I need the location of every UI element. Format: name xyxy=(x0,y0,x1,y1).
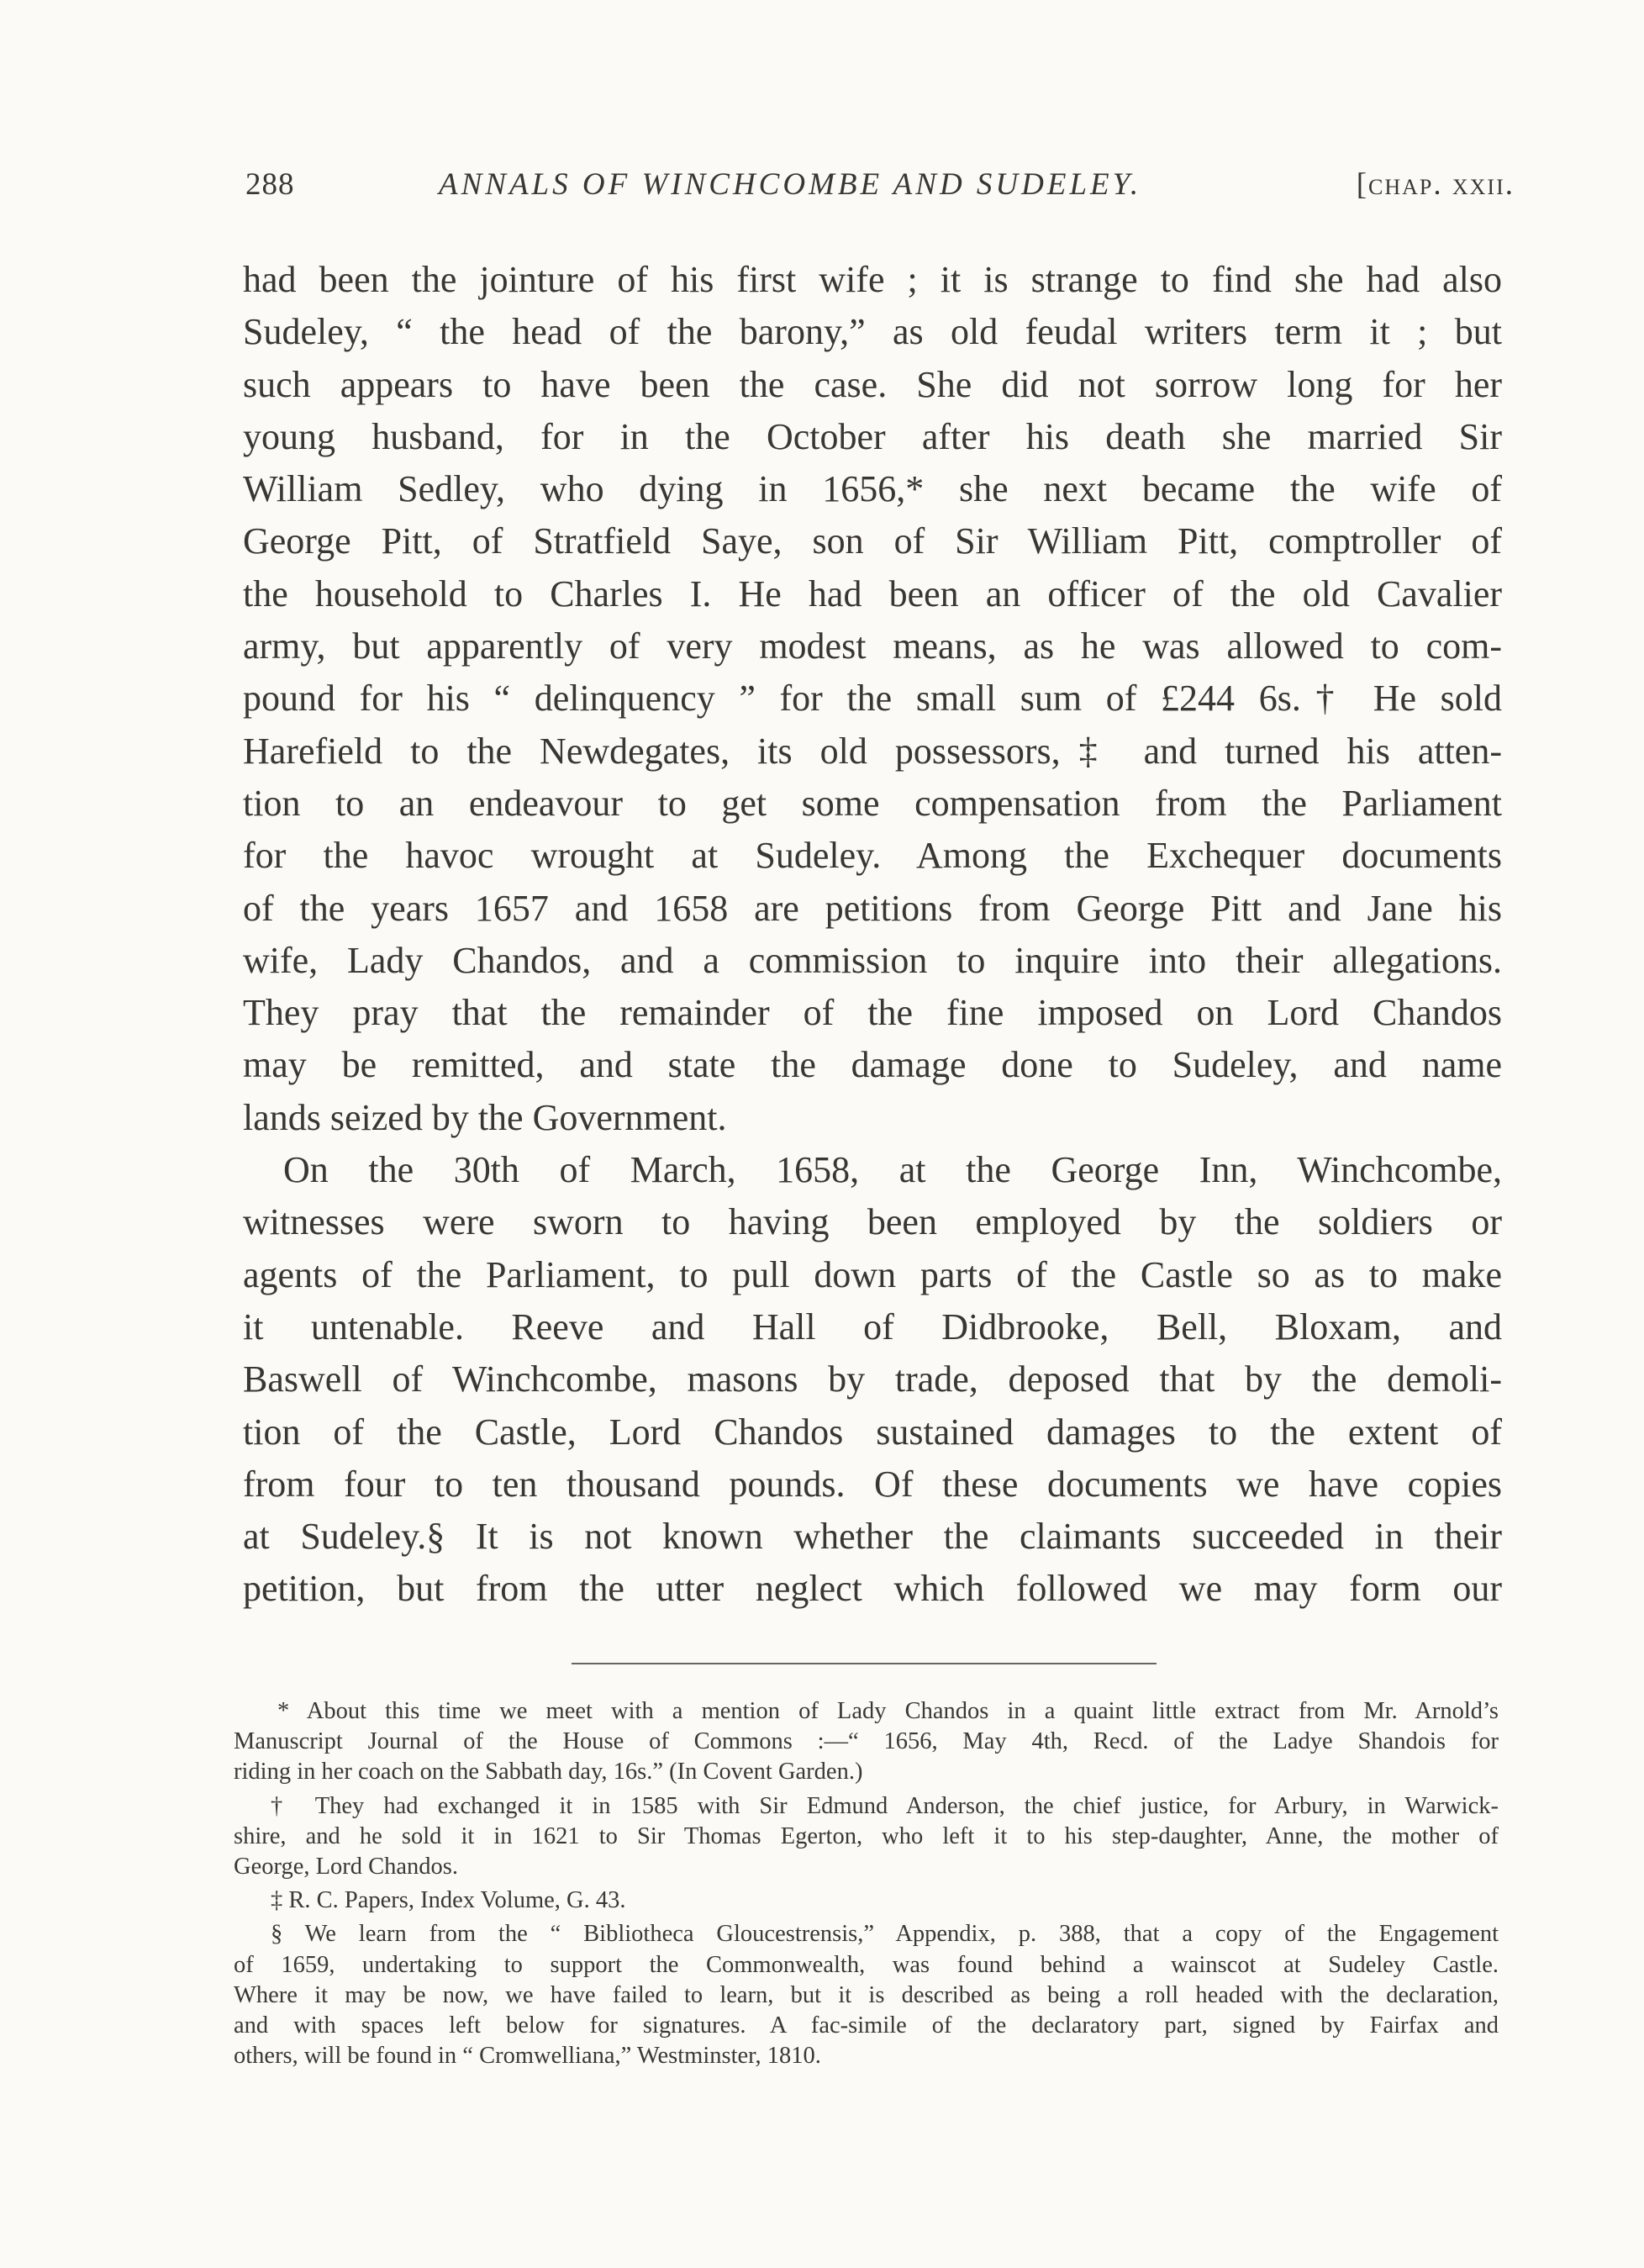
body-text xyxy=(243,254,1502,1616)
footnote-line: riding in her coach on the Sabbath day, 16s.” (In Covent Garden.) xyxy=(234,1759,863,1785)
running-title: ANNALS OF WINCHCOMBE AND SUDELEY. xyxy=(439,167,1142,202)
footnote-divider xyxy=(572,1663,1157,1664)
footnote-line: Manuscript Journal of the House of Commons :—“ 1656, May 4th, Recd. of the Ladye Shandois for xyxy=(234,1728,1499,1755)
body-line: They pray that the remainder of the fine imposed on Lord Chandos xyxy=(243,992,1502,1034)
body-line: such appears to have been the case. She did not sorrow long for her xyxy=(243,363,1502,405)
body-line: wife, Lady Chandos, and a commission to inquire into their allegations. xyxy=(243,939,1502,981)
body-line: from four to ten thousand pounds. Of these documents we have copies xyxy=(243,1463,1502,1505)
paragraph-start-line: On the 30th of March, 1658, at the George Inn, Winchcombe, xyxy=(283,1149,1502,1191)
footnote-line: George, Lord Chandos. xyxy=(234,1853,459,1880)
footnote-line: shire, and he sold it in 1621 to Sir Thomas Egerton, who left it to his step-daughter, Anne, the mother of xyxy=(234,1822,1499,1849)
body-line: William Sedley, who dying in 1656,* she next became the wife of xyxy=(243,468,1502,510)
chapter-label: [chap. xxii. xyxy=(1356,167,1515,202)
body-line: may be remitted, and state the damage done to Sudeley, and name xyxy=(243,1044,1502,1086)
body-line: the household to Charles I. He had been an officer of the old Cavalier xyxy=(243,572,1502,614)
body-line: at Sudeley.§ It is not known whether the claimants succeeded in their xyxy=(243,1516,1502,1558)
footnote-line: and with spaces left below for signatures. A fac-simile of the declaratory part, signed by Fairfax and xyxy=(234,2012,1499,2039)
body-line: tion of the Castle, Lord Chandos sustained damages to the extent of xyxy=(243,1411,1502,1453)
body-line: army, but apparently of very modest means, as he was allowed to com- xyxy=(243,625,1502,667)
body-line: witnesses were sworn to having been employed by the soldiers or xyxy=(243,1201,1502,1243)
footnote-line: others, will be found in “ Cromwelliana,” Westminster, 1810. xyxy=(234,2043,821,2070)
footnote-line: ‡ R. C. Papers, Index Volume, G. 43. xyxy=(271,1887,626,1914)
body-line: agents of the Parliament, to pull down parts of the Castle so as to make xyxy=(243,1253,1502,1295)
body-line: George Pitt, of Stratfield Saye, son of Sir William Pitt, comptroller of xyxy=(243,520,1502,562)
body-line: lands seized by the Government. xyxy=(243,1096,727,1138)
body-line: young husband, for in the October after his death she married Sir xyxy=(243,415,1502,457)
body-line: had been the jointure of his first wife ; it is strange to find she had also xyxy=(243,259,1502,300)
body-line: tion to an endeavour to get some compensation from the Parliament xyxy=(243,782,1502,824)
footnote-line: of 1659, undertaking to support the Commonwealth, was found behind a wainscot at Sudeley Castle. xyxy=(234,1951,1499,1978)
body-line: Harefield to the Newdegates, its old possessors,‡ and turned his atten- xyxy=(243,730,1502,772)
body-line: petition, but from the utter neglect which followed we may form our xyxy=(243,1568,1502,1610)
footnote-line: § We learn from the “ Bibliotheca Gloucestrensis,” Appendix, p. 388, that a copy of the Engagement xyxy=(271,1921,1499,1948)
footnote-line: * About this time we meet with a mention of Lady Chandos in a quaint little extract from Mr. Arnold’s xyxy=(277,1698,1499,1724)
body-line: Baswell of Winchcombe, masons by trade, deposed that by the demoli- xyxy=(243,1358,1502,1400)
body-line: pound for his “ delinquency ” for the small sum of £244 6s.† He sold xyxy=(243,678,1502,720)
body-line: for the havoc wrought at Sudeley. Among the Exchequer documents xyxy=(243,835,1502,877)
body-line: of the years 1657 and 1658 are petitions from George Pitt and Jane his xyxy=(243,887,1502,929)
body-line: it untenable. Reeve and Hall of Didbrooke, Bell, Bloxam, and xyxy=(243,1305,1502,1348)
running-header xyxy=(245,166,1515,217)
footnotes xyxy=(234,1696,1499,2071)
footnote-line: † They had exchanged it in 1585 with Sir Edmund Anderson, the chief justice, for Arbury, in Warwick- xyxy=(271,1792,1499,1819)
footnote-line: Where it may be now, we have failed to learn, but it is described as being a roll headed with the declaration, xyxy=(234,1981,1499,2008)
page-number: 288 xyxy=(245,167,295,202)
body-line: Sudeley, “ the head of the barony,” as old feudal writers term it ; but xyxy=(243,311,1502,353)
